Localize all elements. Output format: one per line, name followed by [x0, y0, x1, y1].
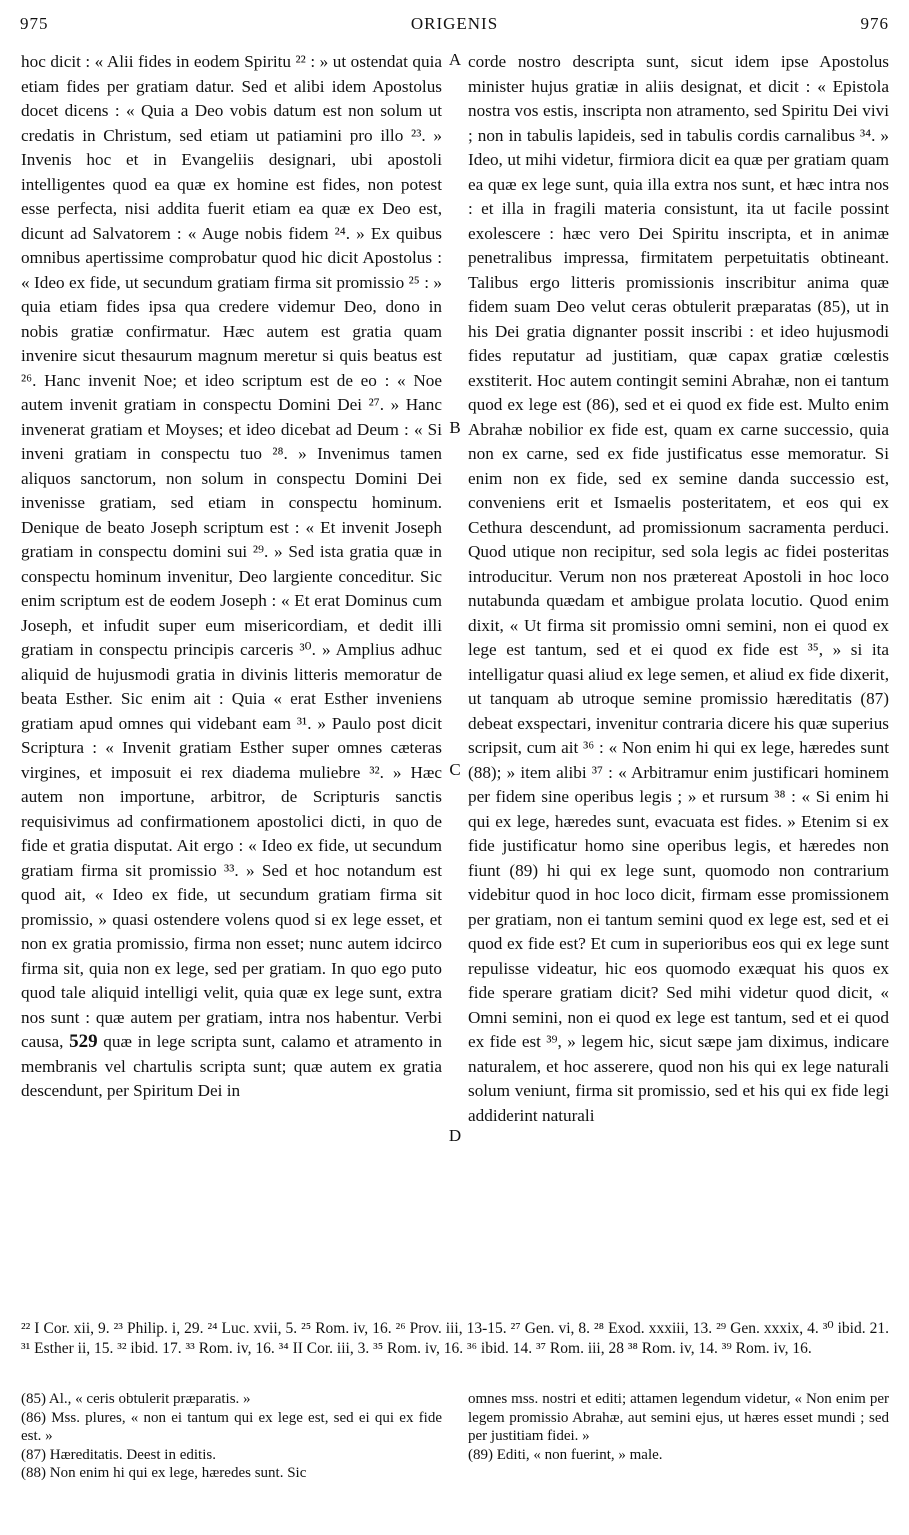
right-column [468, 50, 889, 1128]
left-column-part2: quæ in lege scripta sunt, calamo et atramento in membranis vel chartulis scripta sunt; quæ autem ex gratia descendunt, per Spiritum Dei in [21, 1032, 443, 1100]
footnote-89: (89) Editi, « non fuerint, » male. [468, 1446, 663, 1463]
running-header [20, 14, 889, 36]
left-column [21, 50, 442, 1104]
footnote-88-continued: omnes mss. nostri et editi; attamen legendum videtur, « Non enim per legem promissio Abrahæ, aut semini ejus, ut hæres esset mundi ; sed per justitiam fidei. » [468, 1391, 889, 1444]
page-number-left: 975 [20, 14, 49, 33]
footnotes-right [468, 1390, 889, 1464]
footnote-86: (86) Mss. plures, « non ei tantum qui ex lege est, sed ei qui ex fide est. » [21, 1409, 442, 1444]
page-number-right: 976 [860, 14, 889, 33]
footnotes-left [21, 1390, 442, 1483]
margin-letter-c: C [449, 760, 461, 779]
left-column-part1: hoc dicit : « Alii fides in eodem Spiritu ²² : » ut ostendat quia etiam fides per gratiam datur. Sed et alibi idem Apostolus docet dicens : « Quia a Deo vobis datum est non solum ut credatis in Christum, sed etiam ut patiamini pro illo ²³. » Invenis hoc et in Evangeliis designari, ubi apostoli intelligentes quod ea quæ ex homine est fides, non potest esse perfecta, nisi addita fuerit etiam ea quæ ex Deo est, dicunt ad Salvatorem : « Auge nobis fidem ²⁴. » Ex quibus omnibus apertissime comprobatur quod hic dicit Apostolus : « Ideo ex fide, ut secundum gratiam firma sit promissio ²⁵ : » quia etiam fides ipsa qua credere videmur Deo, dono in nobis gratiæ confirmatur. Hæc autem est gratia quam invenire sicut thesaurum magnum meretur si quis beatus est ²⁶. Hanc invenit Noe; et ideo scriptum est de eo : « Noe autem invenit gratiam in conspectu Domini Dei ²⁷. » Hanc invenerat gratiam et Moyses; et ideo dicebat ad Deum : « Si inveni gratiam in conspectu tuo ²⁸. » Invenimus tamen aliquos sanctorum, non solum in conspectu Domini Dei invenisse gratiam, sed etiam in conspectu hominum. Denique de beato Joseph scriptum est : « Et invenit Joseph gratiam in conspectu domini sui ²⁹. » Sed ista gratia quæ in conspectu hominum invenitur, Deo largiente conceditur. Sic enim scriptum est de eodem Joseph : « Et erat Dominus cum Joseph, et infudit super eum misericordiam, et dedit illi gratiam in conspectu principis carceris ³⁰. » Amplius adhuc aliquid de hujusmodi gratia in divinis litteris memoratur de beata Esther. Sic enim ait : Quia « erat Esther inveniens gratiam apud omnes qui videbant eam ³¹. » Paulo post dicit Scriptura : « Invenit gratiam Esther super omnes cæteras virgines, et imposuit ei rex diadema muliebre ³². » Hæc autem non importune, arbitror, de Scripturis sanctis requisivimus ad confirmationem apostolici dicti, in quo de fide et gratia disputat. Ait ergo : « Ideo ex fide, ut secundum gratiam firma sit promissio ³³. » Sed et hoc notandum est quod ait, « Ideo ex fide, ut secundum gratiam firma sit promissio, » quasi ostendere volens quod si ex lege esset, et non ex gratia promissio, firma non esset; nunc autem idcirco firma sit, quia non ex lege, sed per gratiam. In quo ego puto quod tale aliquid intelligi velit, quia quæ ex lege sunt, extra nos sunt : quæ autem per gratiam, intra nos habentur. Verbi causa, [21, 52, 442, 1051]
footnote-85: (85) Al., « ceris obtulerit præparatis. » [21, 1391, 251, 1407]
footnote-87: (87) Hæreditatis. Deest in editis. [21, 1446, 216, 1463]
column-number: 529 [69, 1031, 98, 1052]
footnote-88: (88) Non enim hi qui ex lege, hæredes sunt. Sic [21, 1465, 307, 1481]
running-title: ORIGENIS [410, 14, 499, 33]
margin-letter-b: B [449, 418, 461, 437]
left-column-text [21, 50, 442, 1104]
scripture-references: ²² I Cor. xii, 9. ²³ Philip. i, 29. ²⁴ Luc. xvii, 5. ²⁵ Rom. iv, 16. ²⁶ Prov. iii, 13-15. ²⁷ Gen. vi, 8. ²⁸ Exod. xxxiii, 13. ²⁹ Gen. xxxix, 4. ³⁰ ibid. 21. ³¹ Esther ii, 15. ³² ibid. 17. ³³ Rom. iv, 16. ³⁴ II Cor. iii, 3. ³⁵ Rom. iv, 16. ³⁶ ibid. 14. ³⁷ Rom. iii, 28 ³⁸ Rom. iv, 14. ³⁹ Rom. iv, 16. [21, 1320, 889, 1357]
margin-letter-a: A [448, 50, 462, 69]
right-column-text: corde nostro descripta sunt, sicut idem ipse Apostolus minister hujus gratiæ in aliis designat, et dicit : « Epistola nostra vos estis, inscripta non atramento, sed Spiritu Dei vivi ; non in tabulis lapideis, sed in tabulis cordis carnalibus ³⁴. » Ideo, ut mihi videtur, firmiora dicit ea quæ per gratiam quam ea quæ ex lege sunt, quia illa extra nos sunt, et hæc intra nos : et illa in fragili materia consistunt, ita ut facile possint exolescere : hæc vero Dei Spiritu inscripta, et in animæ penetralibus impressa, firmitatem perpetuitatis obtineant. Talibus ergo litteris promissionis inscribitur anima quæ fidem suam Deo velut ceras obtulerit præparatas (85), ut in his Dei gratia dignanter possit inscribi : et ideo hujusmodi fides reputatur ad justitiam, quæ capax gratiæ cœlestis exstiterit. Hoc autem contingit semini Abrahæ, non ei tantum quod ex lege est (86), sed et ei quod ex fide est. Multo enim Abrahæ nobilior ex fide est, quam ex carne successio, quia non ex carne, sed ex fide justificatus esse memoratur. Si enim non ex fide, sed ex semine danda successio est, conveniens erit et Ismaelis posteritatem, et eos qui ex Cethura descendunt, ad promissionum sacramenta perduci. Quod utique non recipitur, sed sola legis ac fidei posteritas introducitur. Verum non nos prætereat Apostoli in hoc loco nutabunda quædam et ambigue prolata locutio. Quod enim dixit, « Ut firma sit promissio omni semini, non ei quod ex lege est tantum, sed et ei quod ex fide est ³⁵, » si ita intelligatur quasi aliud ex lege semen, et aliud ex fide dixerit, ut tanquam ab utroque semine promissio hæreditatis (87) debeat exspectari, invenitur contraria dicere his quæ superius scripsit, cum ait ³⁶ : « Non enim hi qui ex lege, hæredes sunt (88); » item alibi ³⁷ : « Arbitramur enim justificari hominem per fidem sine operibus legis ; » et rursum ³⁸ : « Si enim hi qui ex lege, hæredes sunt, evacuata est fides. » Etenim si ex fide justificatur homo sine operibus legis, et hæredes non fiunt (89) hi qui ex lege sunt, quomodo non contrarium videbitur quod in hoc loco dicit, firmam esse promissionem per gratiam, non ei tantum semini quod ex lege est, sed et ei quod ex fide est? Et cum in superioribus eos qui ex lege sunt repulisse videatur, hic eos quomodo exæquat his quos ex fide sperare gratiam dicit? Sed mihi videtur quod dicit, « Omni semini, non ei quod ex lege est tantum, sed et ei quod ex fide est ³⁹, » legem hic, sicut sæpe jam diximus, indicare naturalem, et hoc asserere, quod non his qui ex lege naturali solum veniunt, firma sit promissio, sed et his qui ex fide legi addiderint naturali [468, 52, 889, 1125]
margin-letter-d: D [448, 1126, 462, 1145]
